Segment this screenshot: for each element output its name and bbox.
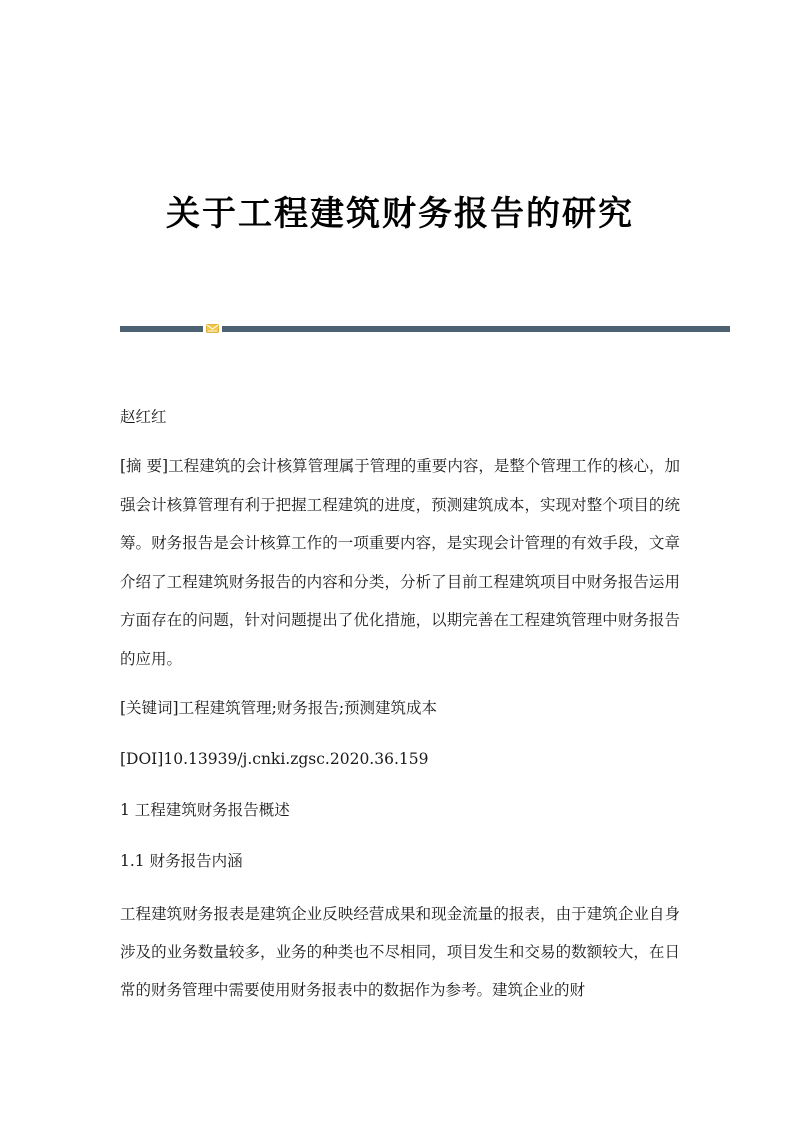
section-heading-1: 1 工程建筑财务报告概述 — [120, 801, 290, 819]
divider-bar-right — [222, 326, 730, 332]
keywords-line: [关键词]工程建筑管理;财务报告;预测建筑成本 — [120, 699, 438, 717]
document-body — [120, 400, 680, 1026]
section-heading-1-1: 1.1 财务报告内涵 — [120, 852, 243, 870]
doi-line: [DOI]10.13939/j.cnki.zgsc.2020.36.159 — [120, 750, 429, 768]
document-title: 关于工程建筑财务报告的研究 — [166, 194, 634, 234]
author-name: 赵红红 — [120, 408, 167, 426]
body-paragraph: 工程建筑财务报表是建筑企业反映经营成果和现金流量的报表，由于建筑企业自身涉及的业务数量较多，业务的种类也不尽相同，项目发生和交易的数额较大，在日常的财务管理中需要使用财务报表中的数据作为参考。建筑企业的财 — [120, 905, 680, 999]
envelope-icon — [206, 323, 219, 334]
title-divider — [120, 323, 730, 335]
abstract-paragraph: [摘 要]工程建筑的会计核算管理属于管理的重要内容，是整个管理工作的核心，加强会计核算管理有利于把握工程建筑的进度，预测建筑成本，实现对整个项目的统筹。财务报告是会计核算工作的一项重要内容，是实现会计管理的有效手段，文章介绍了工程建筑财务报告的内容和分类，分析了目前工程建筑项目中财务报告运用方面存在的问题，针对问题提出了优化措施，以期完善在工程建筑管理中财务报告的应用。 — [120, 457, 680, 668]
divider-bar-left — [120, 326, 203, 332]
